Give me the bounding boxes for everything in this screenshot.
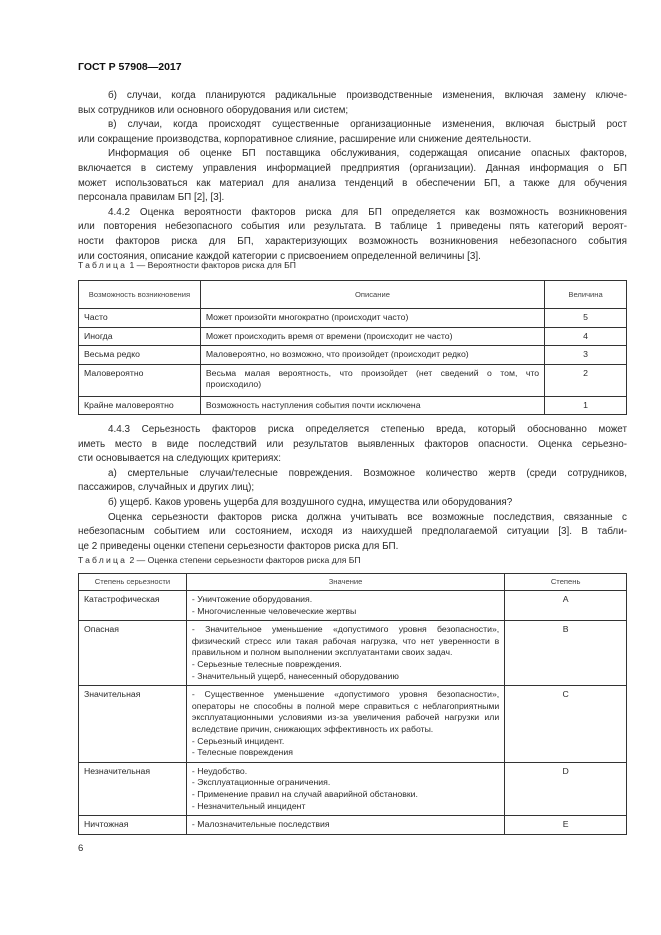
table-row (79, 327, 627, 346)
meaning-line: - Многочисленные человеческие жертвы (191, 605, 357, 616)
column-header: Значение (186, 574, 504, 591)
meaning-cell (186, 686, 504, 763)
meaning-line: - Неудобство. (191, 765, 248, 776)
meaning-line: - Существенное уменьшение «допустимого уровня безопасности», операторы не способны в полной мере справиться с неблагоприятными эксплуатационными условиями из-за увеличения рабочей нагрузки или вследствие причин, снижающих эффективность их работы. (191, 689, 500, 734)
column-header: Описание (200, 281, 544, 309)
meaning-line: - Серьезный инцидент. (191, 735, 285, 746)
table-row (79, 396, 627, 415)
text-line: пассажиров, случайных и других лиц); (78, 482, 255, 494)
description-cell: Весьма малая вероятность, что произойдет (нет сведений о том, что происходило) (200, 364, 544, 396)
text-line: или повторения небезопасного события или результата. В таблице 1 приведены пять категорий вероят- (78, 221, 627, 233)
text-line: персонала правилам БП [2], [3]. (78, 192, 225, 204)
meaning-line: - Эксплуатационные ограничения. (191, 777, 331, 788)
likelihood-cell: Весьма редко (79, 346, 201, 365)
text-line: или состояния, описание каждой категории с присвоением определенной величины [3]. (78, 250, 481, 262)
table-row (79, 364, 627, 396)
value-cell: 3 (545, 346, 627, 365)
table-row (79, 816, 627, 835)
table-row (79, 346, 627, 365)
severity-cell: Опасная (79, 621, 187, 686)
text-line: це 2 приведены оценки степени серьезности факторов риска для БП. (78, 540, 399, 552)
severity-cell: Значительная (79, 686, 187, 763)
grade-cell: E (505, 816, 627, 835)
column-header: Степень серьезности (79, 574, 187, 591)
column-header: Возможность возникновения (79, 281, 201, 309)
table-row (79, 762, 627, 815)
text-line: 4.4.3 Серьезность факторов риска определяется степенью вреда, который обоснованно может (108, 424, 627, 435)
grade-cell: A (505, 591, 627, 621)
text-line: 4.4.2 Оценка вероятности факторов риска для БП определяется как возможность возникновения (108, 206, 627, 218)
text-line: небезопасным событием или состоянием, исходя из наихудшей предполагаемой ситуации [3]. В табли- (78, 526, 627, 538)
text-line: включается в систему управления информацией предприятия (организации). Данная информация о БП (78, 162, 627, 174)
value-cell: 2 (545, 364, 627, 396)
table1-caption: Таблица 1 — Вероятности факторов риска для БП (78, 260, 296, 270)
table-row (79, 591, 627, 621)
value-cell: 1 (545, 396, 627, 415)
likelihood-cell: Иногда (79, 327, 201, 346)
value-cell: 5 (545, 309, 627, 328)
likelihood-cell: Часто (79, 309, 201, 328)
table2-caption: Таблица 2 — Оценка степени серьезности факторов риска для БП (78, 555, 361, 565)
text-line: б) ущерб. Каков уровень ущерба для воздушного судна, имущества или оборудования? (108, 496, 513, 508)
description-cell: Может произойти многократно (происходит часто) (200, 309, 544, 328)
severity-table (78, 573, 627, 835)
table-row (79, 621, 627, 686)
text-line: ности факторов риска для БП, характеризующих возможность возникновения небезопасного события (78, 235, 627, 247)
meaning-cell (186, 816, 504, 835)
severity-cell: Незначительная (79, 762, 187, 815)
severity-cell: Катастрофическая (79, 591, 187, 621)
meaning-line: - Незначительный инцидент (191, 800, 306, 811)
text-line: б) случаи, когда планируются радикальные производственные изменения, включая замену ключе- (108, 90, 627, 101)
grade-cell: C (505, 686, 627, 763)
intro-text (78, 89, 627, 264)
meaning-line: - Уничтожение оборудования. (191, 594, 313, 604)
meaning-line: - Серьезные телесные повреждения. (191, 658, 342, 669)
description-cell: Может происходить время от времени (происходит не часто) (200, 327, 544, 346)
text-line: Оценка серьезности факторов риска должна учитывать все возможные последствия, связанные с (108, 511, 627, 523)
meaning-cell (186, 621, 504, 686)
column-header: Степень (505, 574, 627, 591)
grade-cell: B (505, 621, 627, 686)
grade-cell: D (505, 762, 627, 815)
meaning-line: - Малозначительные последствия (191, 819, 330, 830)
text-line: может использоваться как материал для анализа тенденций в обеспечении БП, а также для обучения (78, 177, 627, 189)
likelihood-cell: Маловероятно (79, 364, 201, 396)
text-line: вых сотрудников или основного оборудования или систем; (78, 104, 349, 116)
description-cell: Маловероятно, но возможно, что произойдет (происходит редко) (200, 346, 544, 365)
meaning-cell (186, 591, 504, 621)
table-row (79, 309, 627, 328)
meaning-line: - Телесные повреждения (191, 747, 293, 758)
severity-cell: Ничтожная (79, 816, 187, 835)
text-line: иметь место в виде последствий или результатов выявленных факторов опасности. Оценка серьезно- (78, 438, 627, 450)
text-line: в) случаи, когда происходят существенные организационные изменения, включая быстрый рост (108, 119, 627, 131)
text-line: или сокращение производства, корпоративное слияние, расширение или снижение деятельности. (78, 133, 532, 145)
likelihood-cell: Крайне маловероятно (79, 396, 201, 415)
meaning-line: - Применение правил на случай аварийной обстановки. (191, 788, 418, 799)
text-line: а) смертельные случаи/телесные повреждения. Возможное количество жертв (среди сотрудников, (108, 467, 627, 479)
description-cell: Возможность наступления события почти исключена (200, 396, 544, 415)
document-header: ГОСТ Р 57908—2017 (78, 61, 182, 73)
value-cell: 4 (545, 327, 627, 346)
meaning-cell (186, 762, 504, 815)
severity-text (78, 423, 627, 554)
column-header: Величина (545, 281, 627, 309)
text-line: Информация об оценке БП поставщика обслуживания, содержащая описание опасных факторов, (108, 148, 627, 160)
table-row (79, 686, 627, 763)
meaning-line: - Значительное уменьшение «допустимого уровня безопасности», физический стресс или такая рабочая нагрузка, что нет уверенности в правильном и полном выполнении эксплуатантами своих задач. (191, 624, 500, 658)
meaning-line: - Значительный ущерб, нанесенный оборудованию (191, 670, 399, 681)
text-line: сти основывается на следующих критериях: (78, 453, 282, 465)
page-number: 6 (78, 843, 84, 854)
probability-table (78, 280, 627, 415)
